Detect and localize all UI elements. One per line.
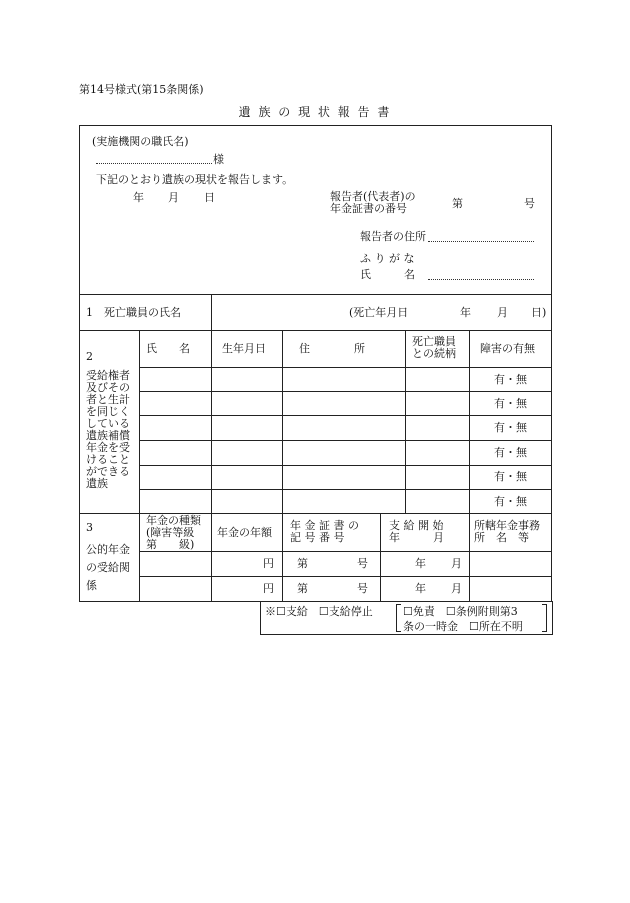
death-year: 年 (460, 306, 471, 319)
death-month: 月 (497, 306, 508, 319)
reporter-address-label: 報告者の住所 (360, 230, 426, 243)
reporter-pension-label: 報告者(代表者)の 年金証書の番号 (330, 190, 416, 215)
col-divider (211, 513, 212, 601)
section2-row-line (139, 465, 552, 466)
furigana-label: ふ り が な (360, 252, 415, 265)
section2-row-line (139, 440, 552, 441)
reporter-name-blank[interactable] (428, 279, 534, 280)
bracket-left (396, 604, 401, 632)
section2-header-line (139, 367, 552, 368)
start-month: 月 (451, 582, 462, 595)
document-title: 遺 族 の 現 状 報 告 書 (238, 105, 392, 119)
col-name-header: 氏 名 (146, 342, 190, 355)
date-day: 日 (204, 191, 215, 204)
disability-choice[interactable]: 有・無 (494, 446, 527, 459)
cert-dai: 第 (297, 582, 308, 595)
form-number: 第14号様式(第15条関係) (79, 83, 204, 96)
pension-dai: 第 (452, 197, 463, 210)
reporter-name-label: 氏 名 (360, 268, 415, 281)
disability-choice[interactable]: 有・無 (494, 495, 527, 508)
date-month: 月 (168, 191, 179, 204)
section3-label: 公的年金 の受給関 係 (86, 543, 130, 592)
col-birth-header: 生年月日 (222, 342, 266, 355)
section3-number: 3 (86, 521, 93, 534)
amount-yen: 円 (263, 582, 274, 595)
section3-header-line (139, 551, 552, 552)
date-year: 年 (133, 191, 144, 204)
cert-go: 号 (357, 557, 368, 570)
col-start-header: 支 給 開 始 年 月 (389, 519, 444, 544)
section2-row-line (139, 391, 552, 392)
divider-after-section1 (79, 330, 552, 331)
disability-choice[interactable]: 有・無 (494, 397, 527, 410)
col-cert-header: 年 金 証 書 の 記 号 番 号 (290, 519, 359, 544)
bracket-right (542, 604, 547, 632)
start-year: 年 (415, 557, 426, 570)
section3-row-line (139, 576, 552, 577)
disability-choice[interactable]: 有・無 (494, 470, 527, 483)
section1-divider (211, 294, 212, 330)
cert-go: 号 (357, 582, 368, 595)
addressee-blank[interactable] (96, 163, 212, 164)
col-relation-header: 死亡職員 との続柄 (412, 335, 456, 360)
col-office-header: 所轄年金事務 所 名 等 (474, 519, 540, 544)
col-divider (282, 330, 283, 513)
col-divider (282, 513, 283, 601)
disability-choice[interactable]: 有・無 (494, 373, 527, 386)
divider-after-header (79, 294, 552, 295)
payment-status-options[interactable]: ※☐支給 ☐支給停止 (265, 605, 373, 618)
col-divider (405, 330, 406, 513)
section2-label: 受給権者 及びその 者と生計 を同じく している 遺族補償 年金を受 けること ができる 遺族 (86, 369, 130, 490)
section1-label: 1 死亡職員の氏名 (86, 306, 181, 319)
start-month: 月 (451, 557, 462, 570)
sama-label: 様 (213, 153, 224, 166)
disability-choice[interactable]: 有・無 (494, 421, 527, 434)
start-year: 年 (415, 582, 426, 595)
col-disability-header: 障害の有無 (480, 342, 535, 355)
section2-row-line (139, 489, 552, 490)
cert-dai: 第 (297, 557, 308, 570)
col-divider (211, 330, 212, 513)
amount-yen: 円 (263, 557, 274, 570)
label-column-divider (139, 330, 140, 601)
pension-go: 号 (524, 197, 535, 210)
reporter-address-blank[interactable] (428, 241, 534, 242)
col-address-header: 住 所 (299, 342, 365, 355)
section2-row-line (139, 415, 552, 416)
exemption-options-line1[interactable]: ☐免責 ☐条例附則第3 (403, 605, 518, 618)
exemption-options-line2[interactable]: 条の一時金 ☐所在不明 (403, 620, 523, 633)
col-divider (469, 330, 470, 601)
section2-number: 2 (86, 350, 93, 363)
intro-text: 下記のとおり遺族の現状を報告します。 (96, 173, 294, 186)
death-date-label: (死亡年月日 (349, 306, 409, 319)
col-amount-header: 年金の年額 (217, 526, 272, 539)
col-pension-type-header: 年金の種類 (障害等級 第 級) (146, 514, 201, 551)
addressee-label: (実施機関の職氏名) (92, 135, 189, 148)
col-divider (380, 513, 381, 601)
death-day: 日) (531, 306, 547, 319)
